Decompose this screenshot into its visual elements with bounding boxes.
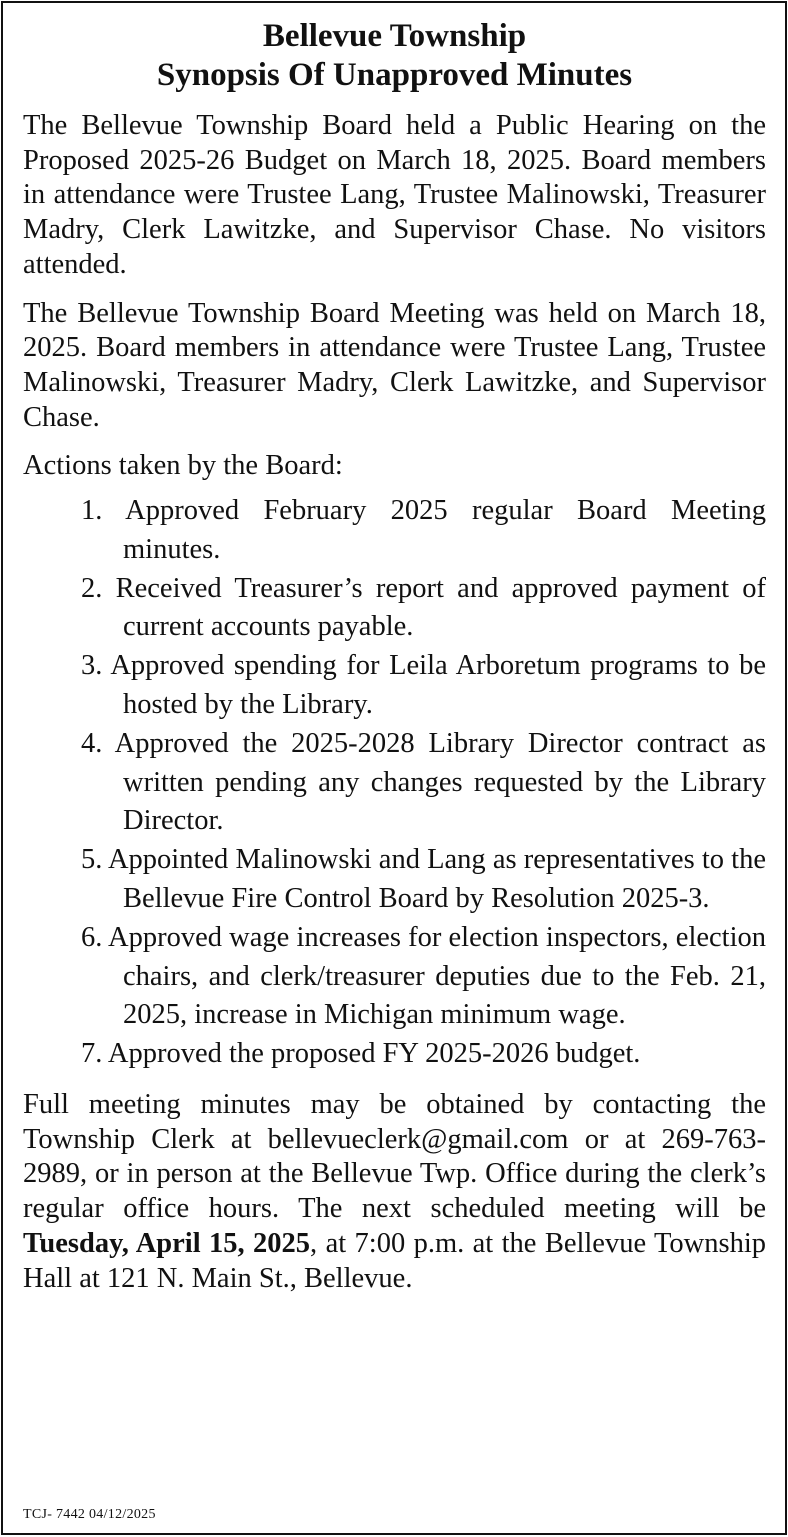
closing-text-before: Full meeting minutes may be obtained by contacting the Township Clerk at bellevueclerk@gmail.com or at 269-763-2989, or in person at the Bellevue Twp. Office during the clerk’s regular office hours. The next scheduled meeting will be <box>23 1088 766 1225</box>
action-item: 2. Received Treasurer’s report and approved payment of current accounts payable. <box>81 572 766 643</box>
action-item: 7. Approved the proposed FY 2025-2026 budget. <box>81 1038 641 1070</box>
notice-title <box>23 17 766 95</box>
next-meeting-date: Tuesday, April 15, 2025 <box>23 1227 311 1259</box>
action-item: 4. Approved the 2025-2028 Library Director contract as written pending any changes requested by the Library Director. <box>81 727 766 837</box>
action-item: 5. Appointed Malinowski and Lang as representatives to the Bellevue Fire Control Board by Resolution 2025-3. <box>81 844 766 914</box>
actions-heading: Actions taken by the Board: <box>23 450 343 482</box>
publication-code: TCJ- 7442 04/12/2025 <box>23 1507 156 1522</box>
title-line-1: Bellevue Township <box>262 18 527 54</box>
action-item: 6. Approved wage increases for election inspectors, election chairs, and clerk/treasurer deputies due to the Feb. 21, 2025, increase in Michigan minimum wage. <box>81 921 766 1031</box>
action-item: 1. Approved February 2025 regular Board Meeting minutes. <box>81 495 766 565</box>
closing-paragraph <box>23 1088 766 1296</box>
hearing-paragraph: The Bellevue Township Board held a Public Hearing on the Proposed 2025-26 Budget on March 18, 2025. Board members in attendance were Trustee Lang, Trustee Malinowski, Treasurer Madry, Clerk Lawitzke, and Supervisor Chase. No visitors attended. <box>23 110 766 280</box>
closing-text-after: , at 7:00 p.m. at the Bellevue Township Hall at 121 N. Main St., Bellevue. <box>23 1227 766 1294</box>
action-item: 3. Approved spending for Leila Arboretum programs to be hosted by the Library. <box>81 650 766 721</box>
meeting-paragraph: The Bellevue Township Board Meeting was held on March 18, 2025. Board members in attendance were Trustee Lang, Trustee Malinowski, Treasurer Madry, Clerk Lawitzke, and Supervisor Chase. <box>23 297 766 433</box>
legal-notice <box>1 1 787 1535</box>
actions-list <box>23 492 766 1074</box>
title-line-2: Synopsis Of Unapproved Minutes <box>156 57 633 93</box>
